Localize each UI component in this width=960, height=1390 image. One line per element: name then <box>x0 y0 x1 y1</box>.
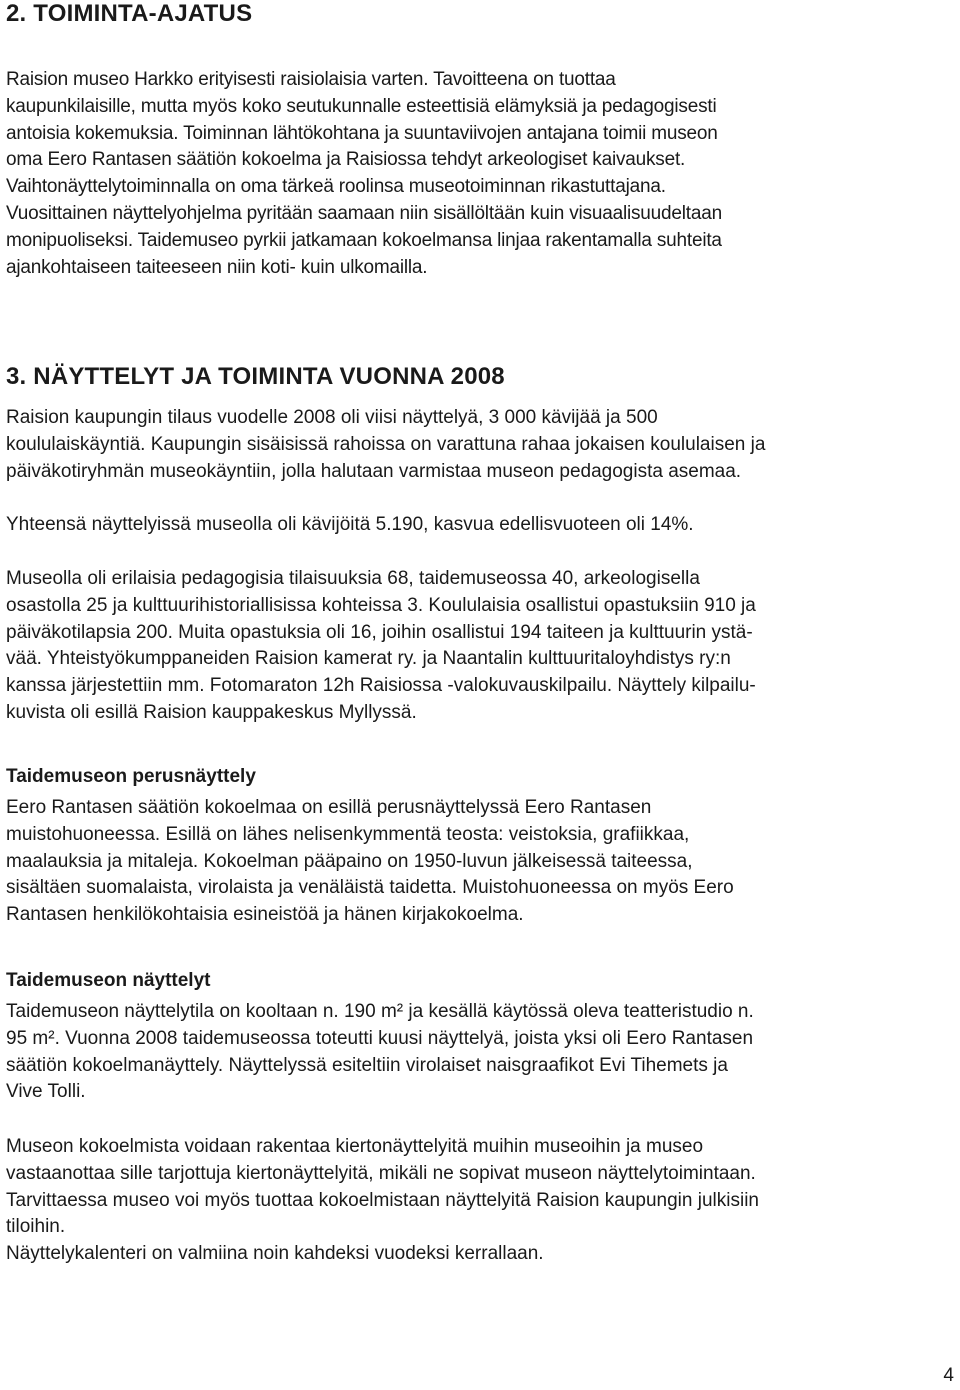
text-line: Museolla oli erilaisia pedagogisia tilaisuuksia 68, taidemuseossa 40, arkeologisella <box>6 568 700 589</box>
text-line: oma Eero Rantasen säätiön kokoelma ja Raisiossa tehdyt arkeologiset kaivaukset. <box>6 149 686 171</box>
text-line: sisältäen suomalaista, virolaista ja venäläistä taidetta. Muistohuoneessa on myös Eero <box>6 877 734 899</box>
text-line: Raision kaupungin tilaus vuodelle 2008 oli viisi näyttelyä, 3 000 kävijää ja 500 <box>6 407 658 428</box>
text-line: päiväkotilapsia 200. Muita opastuksia oli 16, joihin osallistui 194 taiteen ja kulttuurin ystä- <box>6 621 753 643</box>
text-line: koululaiskäyntiä. Kaupungin sisäisissä rahoissa on varattuna rahaa jokaisen koululaisen ja <box>6 433 766 455</box>
text-line: Eero Rantasen säätiön kokoelmaa on esillä perusnäyttelyssä Eero Rantasen <box>6 797 652 818</box>
section-3-paragraph-2 <box>6 512 916 539</box>
text-line: vastaanottaa sille tarjottuja kiertonäyttelyitä, mikäli ne sopivat museon näyttelytoimintaan. <box>6 1162 756 1184</box>
nayttelyt-heading: Taidemuseon näyttelyt <box>6 970 211 991</box>
page-number: 4 <box>943 1365 954 1386</box>
section-2-paragraph <box>6 67 916 281</box>
text-line: muistohuoneessa. Esillä on lähes nelisenkymmentä teosta: veistoksia, grafiikkaa, <box>6 823 690 845</box>
text-line: ajankohtaiseen taiteeseen niin koti- kuin ulkomailla. <box>6 256 428 278</box>
section-3-paragraph-1 <box>6 405 916 485</box>
section-3-paragraph-3 <box>6 566 916 727</box>
text-line: osastolla 25 ja kulttuurihistoriallisissa kohteissa 3. Koululaisia osallistui opastuksiin 910 ja <box>6 594 756 616</box>
text-line: Vive Tolli. <box>6 1081 86 1103</box>
text-line: tiloihin. <box>6 1216 66 1238</box>
text-line: kuvista oli esillä Raision kauppakeskus Myllyssä. <box>6 701 417 723</box>
nayttelyt-paragraph-1 <box>6 999 916 1106</box>
text-line: Taidemuseon näyttelytila on kooltaan n. 190 m² ja kesällä käytössä oleva teatteristudio n. <box>6 1001 754 1022</box>
text-line: monipuoliseksi. Taidemuseo pyrkii jatkamaan kokoelmansa linjaa rakentamalla suhteita <box>6 229 722 251</box>
text-line: kaupunkilaisille, mutta myös koko seutukunnalle esteettisiä elämyksiä ja pedagogisesti <box>6 95 717 117</box>
perusnayttely-paragraph <box>6 795 916 929</box>
text-line: Näyttelykalenteri on valmiina noin kahdeksi vuodeksi kerrallaan. <box>6 1243 544 1265</box>
nayttelyt-paragraph-2 <box>6 1134 916 1268</box>
text-line: maalauksia ja mitaleja. Kokoelman pääpaino on 1950-luvun jälkeisessä taiteessa, <box>6 850 693 872</box>
text-line: Tarvittaessa museo voi myös tuottaa kokoelmistaan näyttelyitä Raision kaupungin julkisiin <box>6 1189 759 1211</box>
text-line: Raision museo Harkko erityisesti raisiolaisia varten. Tavoitteena on tuottaa <box>6 69 616 90</box>
text-line: 95 m². Vuonna 2008 taidemuseossa toteutti kuusi näyttelyä, joista yksi oli Eero Rantasen <box>6 1027 754 1049</box>
text-line: antoisia kokemuksia. Toiminnan lähtökohtana ja suuntaviivojen antajana toimii museon <box>6 122 718 144</box>
text-line: Vuosittainen näyttelyohjelma pyritään saamaan niin sisällöltään kuin visuaalisuudeltaan <box>6 202 722 224</box>
text-line: kanssa järjestettiin mm. Fotomaraton 12h Raisiossa -valokuvauskilpailu. Näyttely kilpailu- <box>6 675 756 697</box>
text-line: Rantasen henkilökohtaisia esineistöä ja hänen kirjakokoelma. <box>6 904 524 926</box>
text-line: säätiön kokoelmanäyttely. Näyttelyssä esiteltiin virolaiset naisgraafikot Evi Tihemets ja <box>6 1054 728 1076</box>
text-line: Vaihtonäyttelytoiminnalla on oma tärkeä roolinsa museotoiminnan rikastuttajana. <box>6 176 666 198</box>
perusnayttely-heading: Taidemuseon perusnäyttely <box>6 766 256 787</box>
section-3-heading: 3. NÄYTTELYT JA TOIMINTA VUONNA 2008 <box>6 363 505 390</box>
text-line: Museon kokoelmista voidaan rakentaa kiertonäyttelyitä muihin museoihin ja museo <box>6 1136 704 1157</box>
text-line: Yhteensä näyttelyissä museolla oli kävijöitä 5.190, kasvua edellisvuoteen oli 14%. <box>6 514 694 535</box>
text-line: päiväkotiryhmän museokäyntiin, jolla halutaan varmistaa museon pedagogista asemaa. <box>6 460 742 482</box>
text-line: vää. Yhteistyökumppaneiden Raision kamerat ry. ja Naantalin kulttuuritaloyhdistys ry:n <box>6 648 731 670</box>
section-2-heading: 2. TOIMINTA-AJATUS <box>6 0 253 27</box>
